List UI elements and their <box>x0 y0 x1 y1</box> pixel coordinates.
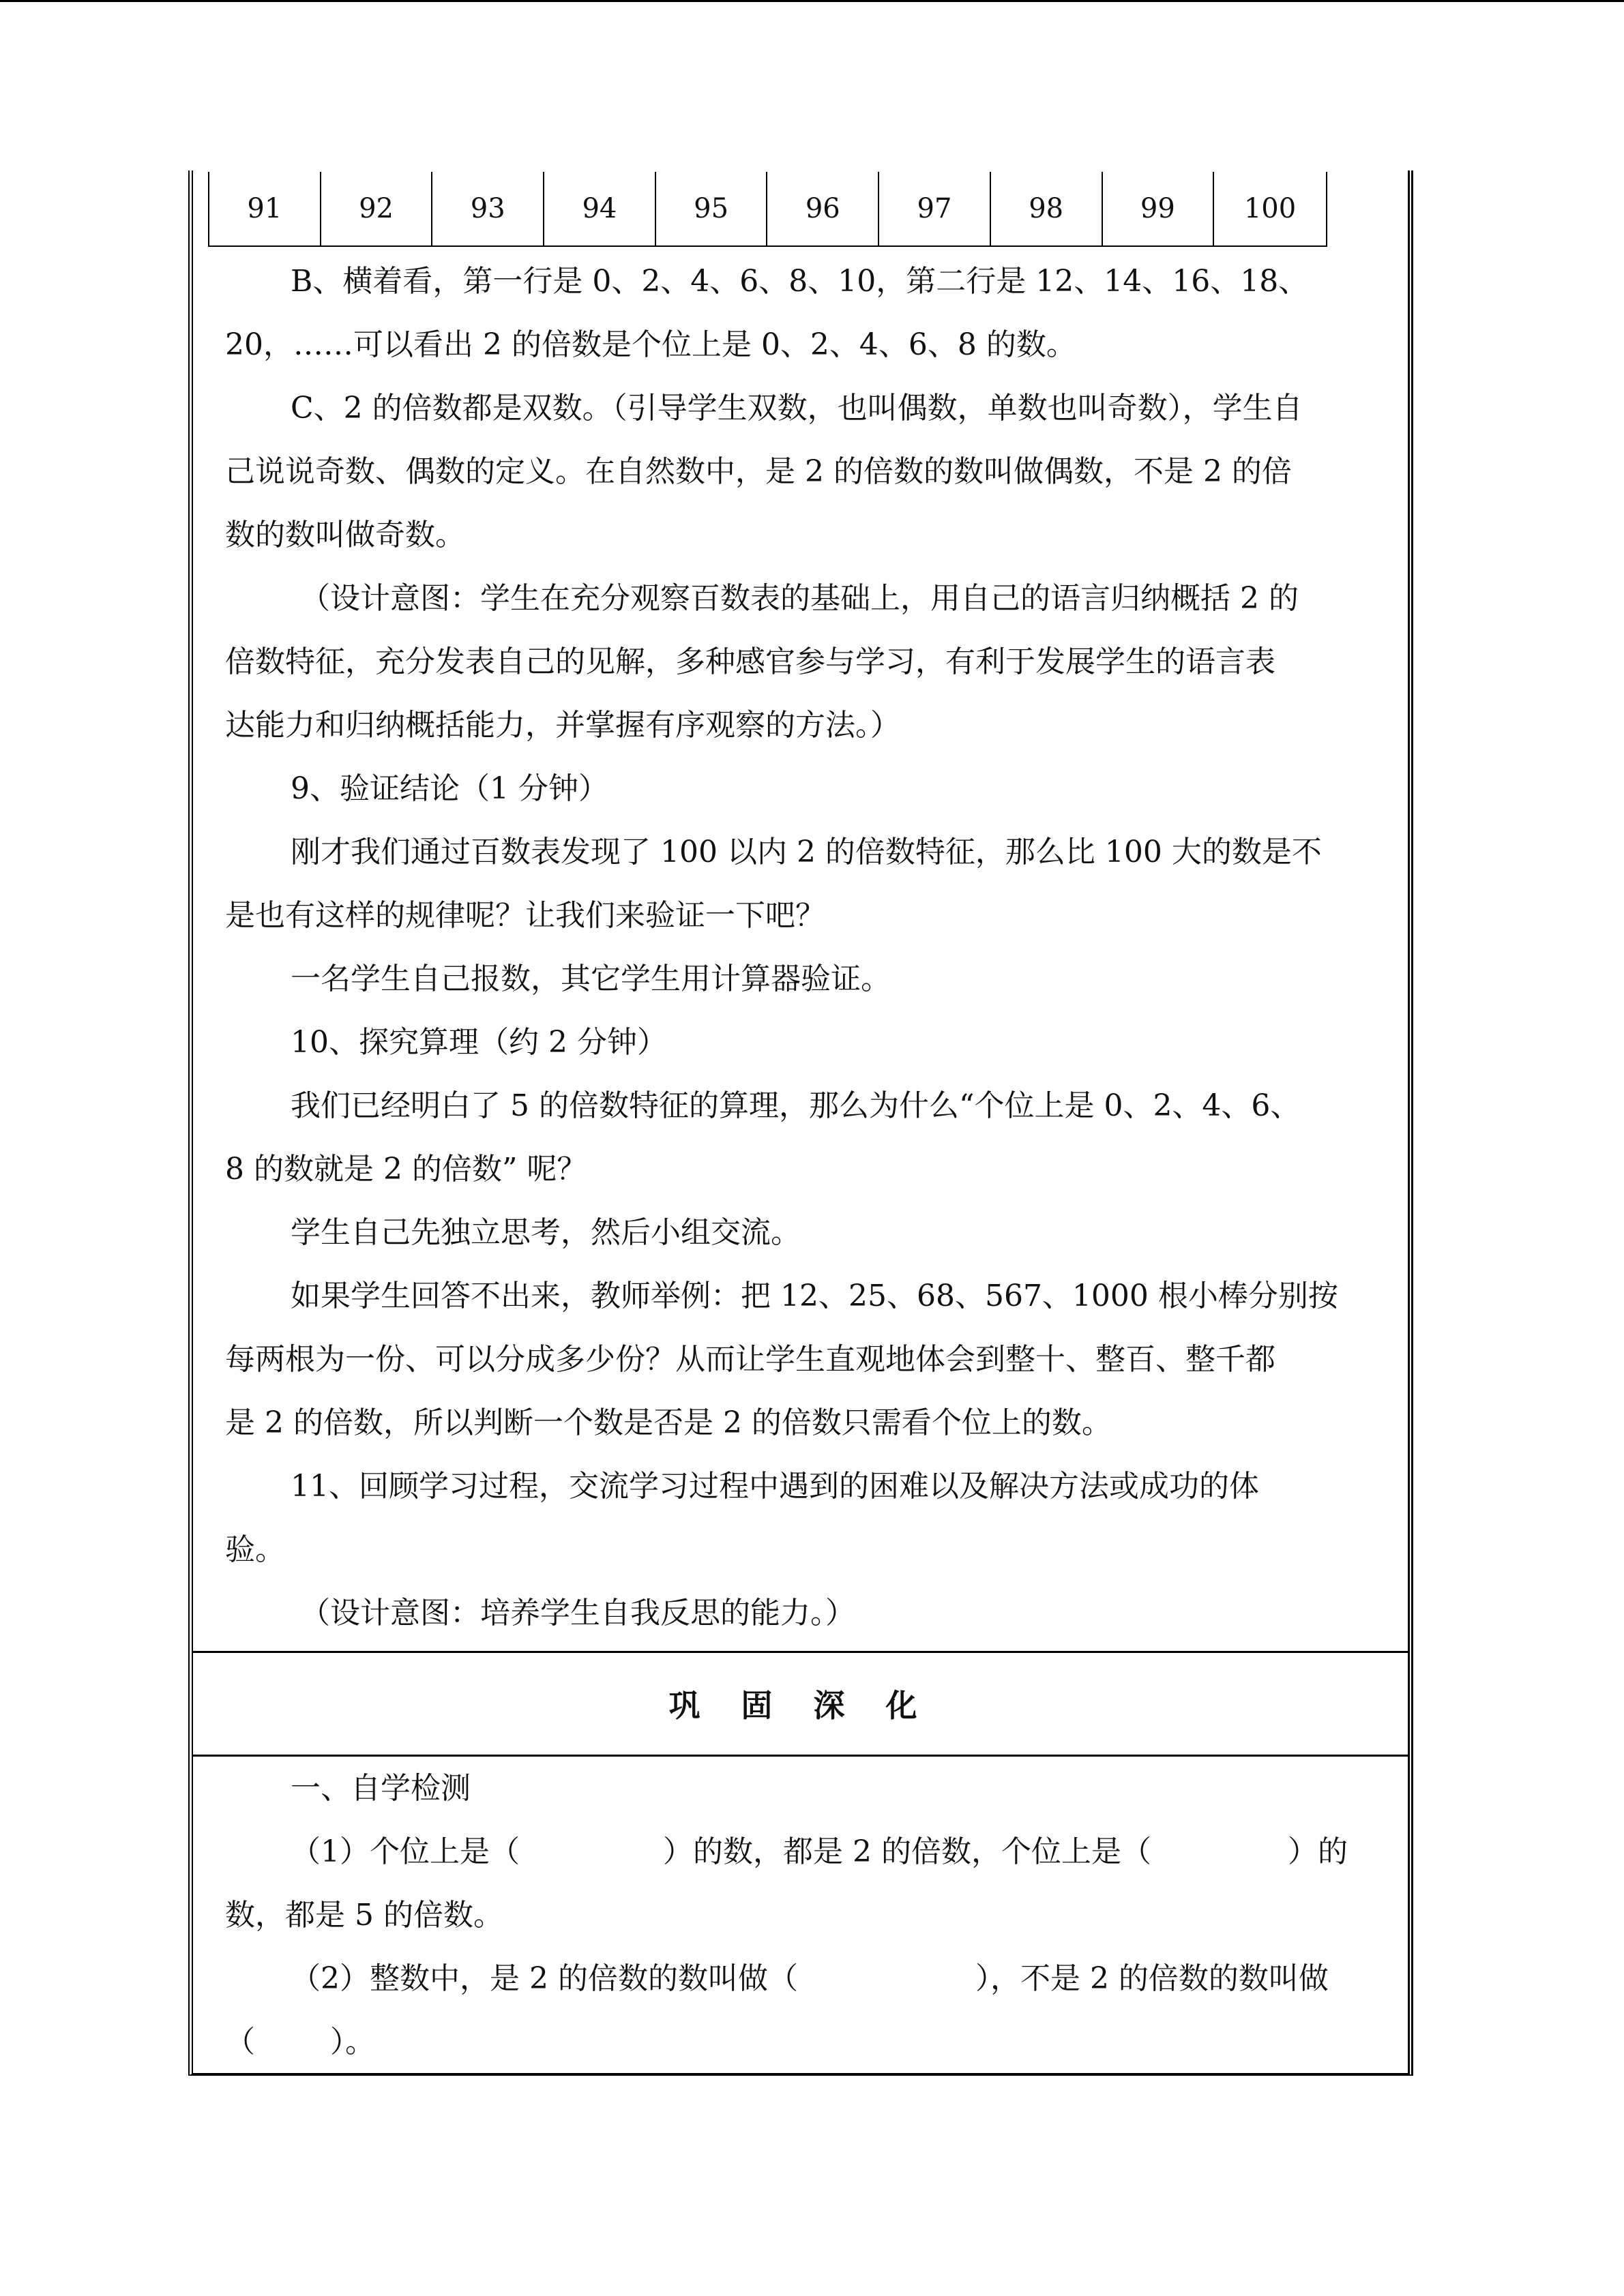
question-text: ）。 <box>330 2025 375 2059</box>
paragraph-line: 20，……可以看出 2 的倍数是个位上是 0、2、4、6、8 的数。 <box>225 327 1076 362</box>
step-heading: 10、探究算理（约 2 分钟） <box>291 1025 667 1060</box>
number-cell: 95 <box>656 172 768 245</box>
page-top-border <box>0 0 1624 2</box>
question-text: ），不是 2 的倍数的数叫做 <box>975 1961 1329 1996</box>
question-text: （1）个位上是（ <box>291 1834 520 1869</box>
self-check-section <box>225 1757 1398 2074</box>
paragraph-line: 己说说奇数、偶数的定义。在自然数中，是 2 的倍数的数叫做偶数，不是 2 的倍 <box>225 454 1292 489</box>
number-cell: 91 <box>209 172 321 245</box>
paragraph-line: 学生自己先独立思考，然后小组交流。 <box>291 1215 801 1250</box>
paragraph-line: 是也有这样的规律呢？让我们来验证一下吧？ <box>225 898 825 933</box>
self-check-heading: 一、自学检测 <box>291 1771 471 1806</box>
number-cell: 99 <box>1103 172 1215 245</box>
number-cell: 100 <box>1243 193 1297 224</box>
question-text: ）的 <box>1287 1834 1348 1869</box>
question-text: （ <box>225 2025 255 2059</box>
paragraph-line: 如果学生回答不出来，教师举例：把 12、25、68、567、1000 根小棒分别按 <box>291 1279 1338 1313</box>
paragraph-line: 我们已经明白了 5 的倍数特征的算理，那么为什么“个位上是 0、2、4、6、 <box>291 1088 1301 1123</box>
paragraph-line: 每两根为一份、可以分成多少份？从而让学生直观地体会到整十、整百、整千都 <box>225 1342 1275 1377</box>
paragraph-line: 8 的数就是 2 的倍数” 呢？ <box>225 1152 587 1187</box>
paragraph-line: 是 2 的倍数，所以判断一个数是否是 2 的倍数只需看个位上的数。 <box>225 1405 1112 1440</box>
design-intent-line: （设计意图：学生在充分观察百数表的基础上，用自己的语言归纳概括 2 的 <box>300 581 1299 616</box>
number-cell: 94 <box>544 172 656 245</box>
number-cell: 93 <box>432 172 544 245</box>
paragraph-line: 数的数叫做奇数。 <box>225 518 465 552</box>
paragraph-line: B、横着看，第一行是 0、2、4、6、8、10，第二行是 12、14、16、18、 <box>291 264 1309 299</box>
question-2 <box>225 1947 1398 2010</box>
lesson-process-text <box>225 250 1398 1645</box>
question-1 <box>225 1820 1398 1883</box>
paragraph-line: 达能力和归纳概括能力，并掌握有序观察的方法。） <box>225 708 900 743</box>
paragraph-line: 验。 <box>225 1532 285 1567</box>
number-cell: 97 <box>879 172 991 245</box>
number-cell: 92 <box>321 172 433 245</box>
paragraph-line: 倍数特征，充分发表自己的见解，多种感官参与学习，有利于发展学生的语言表 <box>225 644 1275 679</box>
paragraph-line: 刚才我们通过百数表发现了 100 以内 2 的倍数特征，那么比 100 大的数是不 <box>291 835 1322 869</box>
question-text: ）的数，都是 2 的倍数，个位上是（ <box>663 1834 1151 1869</box>
step-heading: 11、回顾学习过程，交流学习过程中遇到的困难以及解决方法或成功的体 <box>291 1469 1259 1504</box>
step-heading: 9、验证结论（1 分钟） <box>291 771 608 806</box>
design-intent-line: （设计意图：培养学生自我反思的能力。） <box>300 1596 855 1630</box>
number-cell: 98 <box>991 172 1103 245</box>
hundred-chart-last-row <box>208 172 1327 247</box>
number-cell: 96 <box>767 172 879 245</box>
question-2-cont <box>225 2010 1398 2074</box>
section-heading: 巩 固 深 化 <box>668 1687 932 1724</box>
paragraph-line: 一名学生自己报数，其它学生用计算器验证。 <box>291 961 891 996</box>
paragraph-line: C、2 的倍数都是双数。（引导学生双数，也叫偶数，单数也叫奇数），学生自 <box>291 391 1303 426</box>
question-text: （2）整数中，是 2 的倍数的数叫做（ <box>291 1961 798 1996</box>
question-1-cont: 数，都是 5 的倍数。 <box>225 1898 503 1933</box>
